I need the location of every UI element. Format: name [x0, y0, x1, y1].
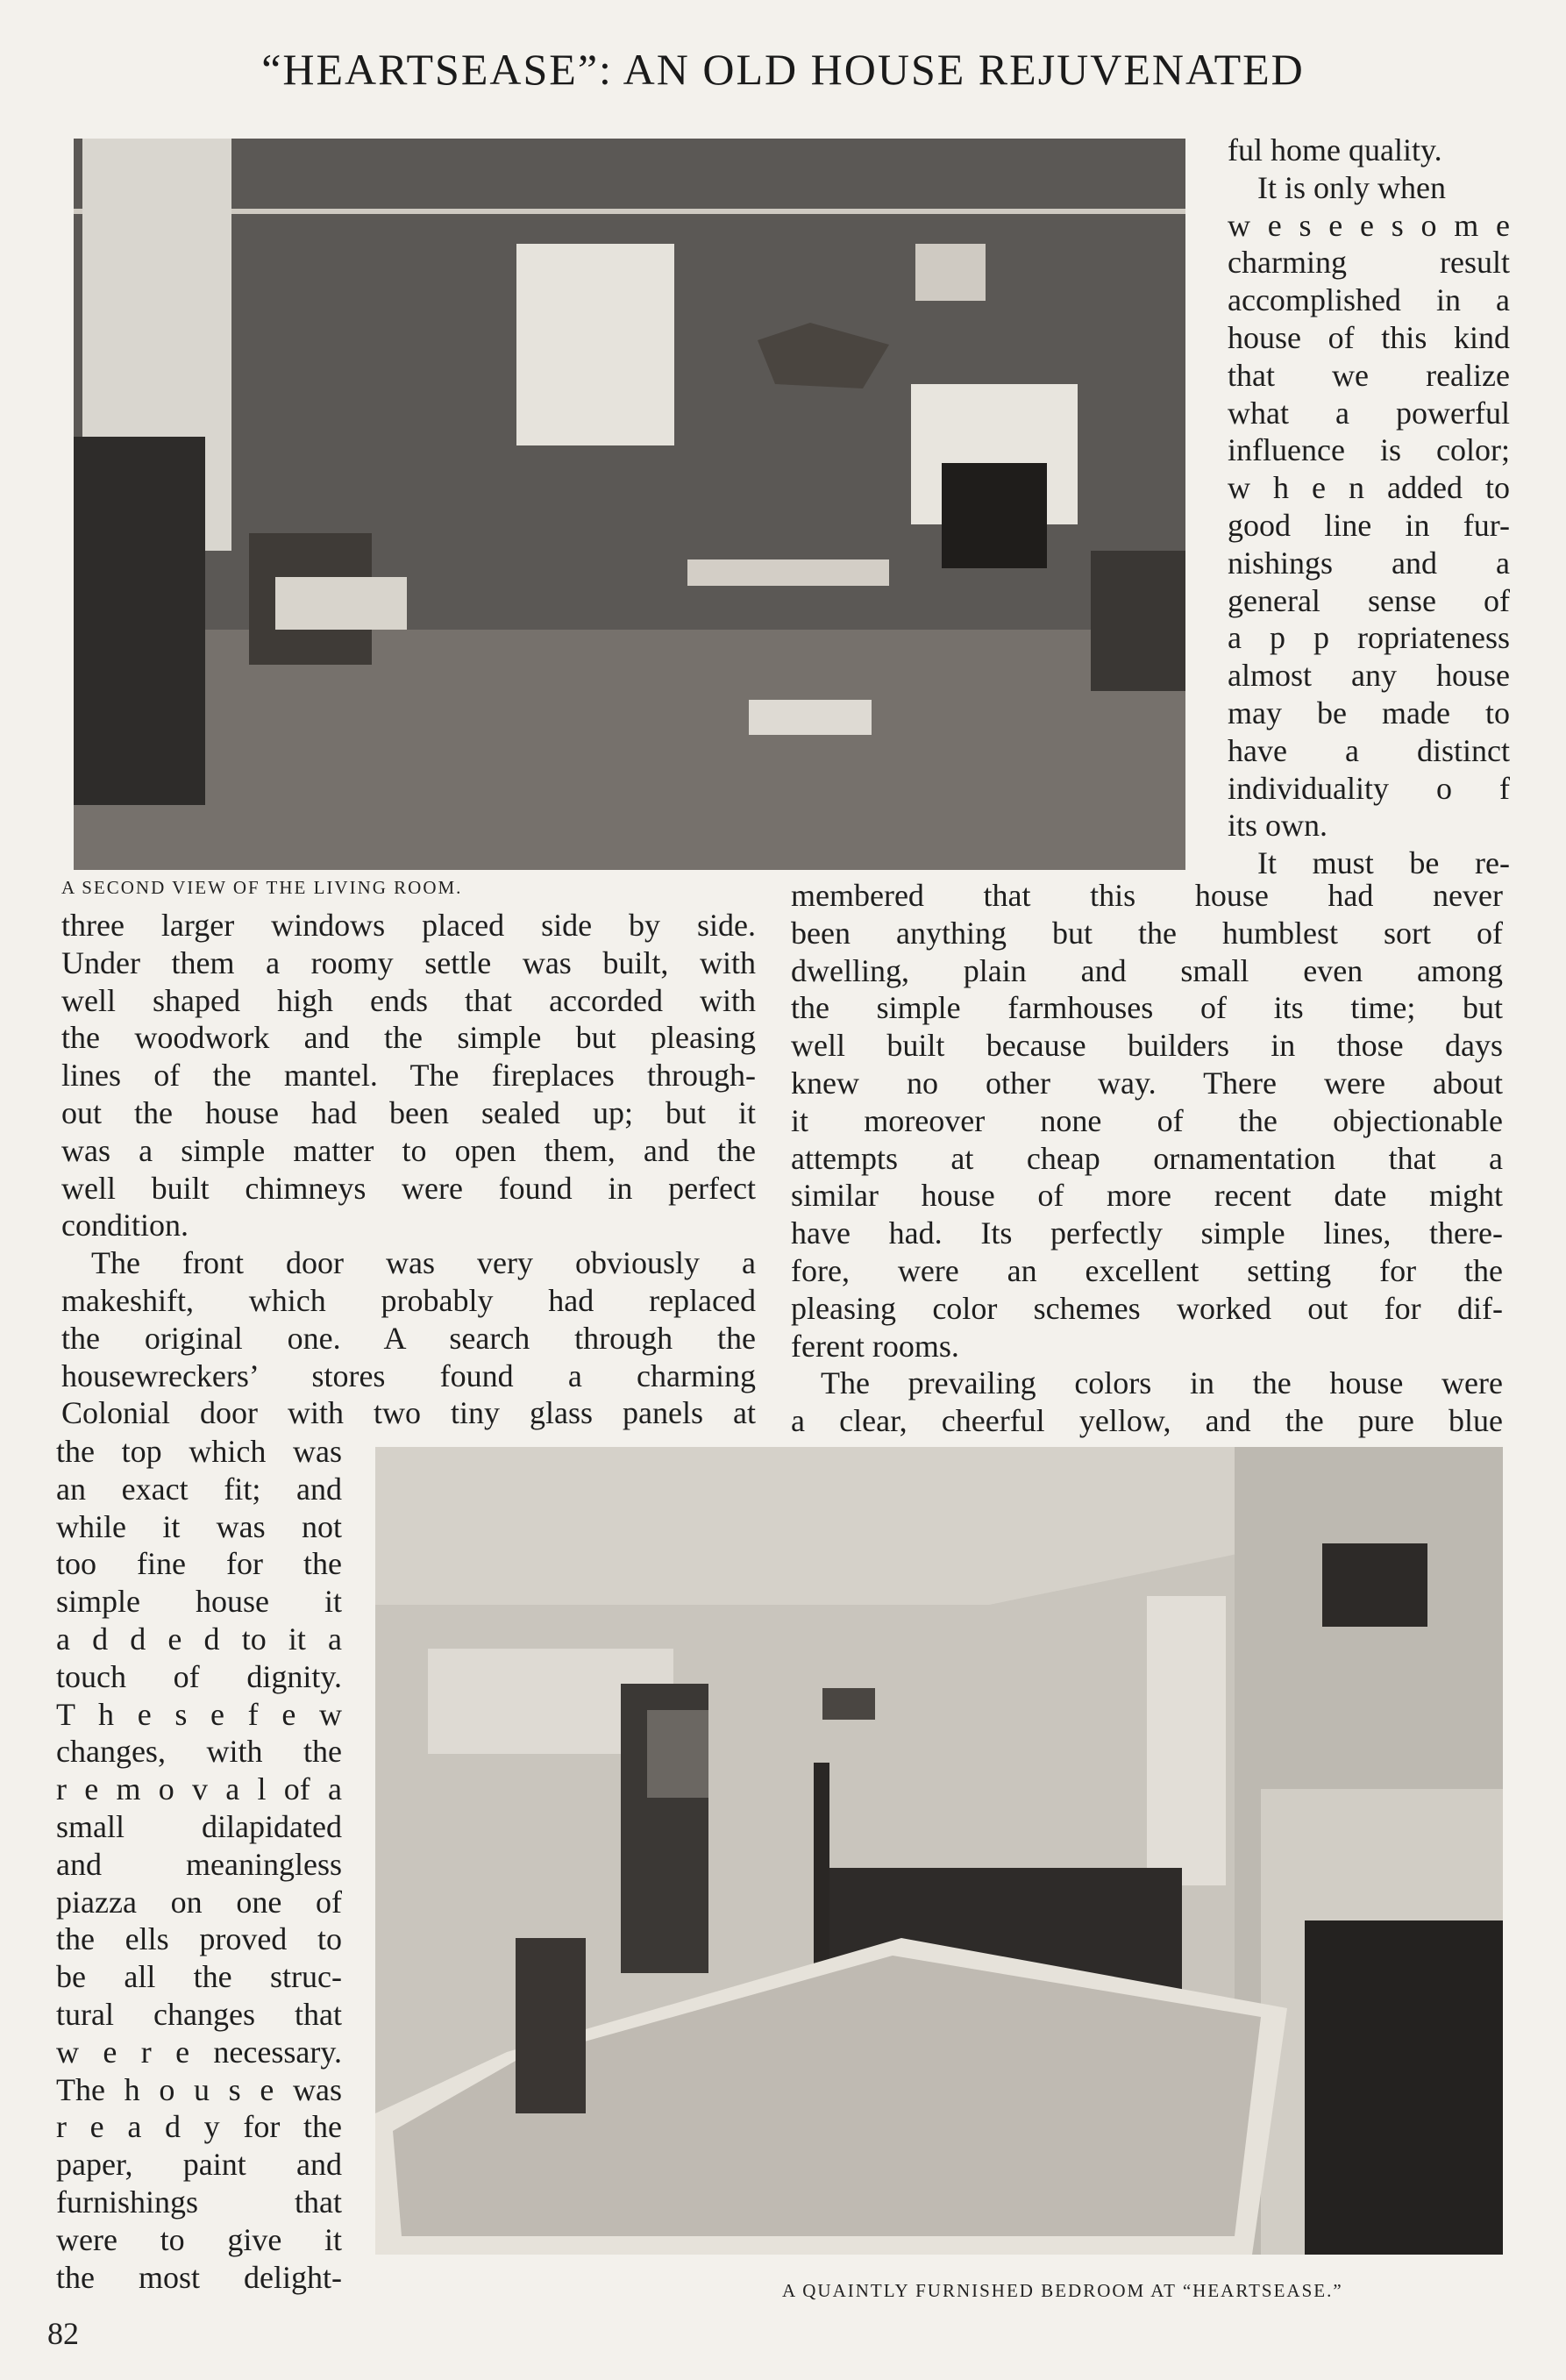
text-line: condition. — [61, 1208, 189, 1243]
text-line: dwelling, plain and small even among — [791, 952, 1503, 988]
text-line: w e s e e s o m e — [1228, 207, 1510, 243]
text-line: the top which was — [56, 1434, 342, 1469]
text-line: knew no other way. There were about — [791, 1065, 1503, 1101]
text-line: touch of dignity. — [56, 1658, 342, 1694]
text-line: were to give it — [56, 2221, 342, 2257]
bedroom-caption: A QUAINTLY FURNISHED BEDROOM AT “HEARTSEASE.” — [782, 2280, 1343, 2301]
text-line: the original one. A search through the — [61, 1320, 756, 1356]
text-line: good line in fur- — [1228, 507, 1510, 543]
text-line: attempts at cheap ornamentation that a — [791, 1140, 1503, 1176]
text-line: have a distinct — [1228, 732, 1510, 768]
text-line: Under them a roomy settle was built, with — [61, 944, 756, 980]
text-line: have had. Its perfectly simple lines, there- — [791, 1215, 1503, 1251]
text-line: r e m o v a l of a — [56, 1771, 342, 1807]
text-line: lines of the mantel. The fireplaces through- — [61, 1058, 756, 1094]
text-line: w e r e necessary. — [56, 2034, 342, 2070]
text-line: the simple farmhouses of its time; but — [791, 990, 1503, 1026]
living-room-caption: A SECOND VIEW OF THE LIVING ROOM. — [61, 877, 463, 898]
page-number: 82 — [47, 2316, 79, 2351]
text-line: paper, paint and — [56, 2147, 342, 2183]
bedroom-photo — [375, 1447, 1503, 2255]
text-line: pleasing color schemes worked out for dif- — [791, 1290, 1503, 1326]
text-line: ferent rooms. — [791, 1328, 959, 1364]
text-line: membered that this house had never — [791, 878, 1503, 913]
text-line: nishings and a — [1228, 545, 1510, 581]
text-line: r e a d y for the — [56, 2109, 342, 2145]
text-line: well built chimneys were found in perfect — [61, 1170, 756, 1206]
text-line: The prevailing colors in the house were — [821, 1365, 1503, 1401]
text-line: charming result — [1228, 245, 1510, 281]
left-column — [61, 907, 756, 1432]
right-narrow-column — [1228, 132, 1510, 882]
text-line: tural changes that — [56, 1996, 342, 2032]
text-line: simple house it — [56, 1584, 342, 1620]
text-line: ful home quality. — [1228, 132, 1442, 167]
text-line: furnishings that — [56, 2184, 342, 2220]
text-line: makeshift, which probably had replaced — [61, 1282, 756, 1318]
text-line: well built because builders in those days — [791, 1028, 1503, 1064]
text-line: w h e n added to — [1228, 470, 1510, 506]
text-line: a p p ropriateness — [1228, 620, 1510, 656]
text-line: fore, were an excellent setting for the — [791, 1252, 1503, 1288]
text-line: it moreover none of the objectionable — [791, 1102, 1503, 1138]
text-line: T h e s e f e w — [56, 1696, 342, 1732]
text-line: It must be re- — [1257, 845, 1510, 881]
text-line: almost any house — [1228, 658, 1510, 694]
text-line: may be made to — [1228, 695, 1510, 730]
text-line: changes, with the — [56, 1734, 342, 1770]
text-line: small dilapidated — [56, 1808, 342, 1844]
text-line: been anything but the humblest sort of — [791, 915, 1503, 951]
text-line: what a powerful — [1228, 395, 1510, 431]
text-line: similar house of more recent date might — [791, 1178, 1503, 1214]
text-line: while it was not — [56, 1508, 342, 1544]
text-line: It is only when — [1257, 169, 1446, 205]
text-line: out the house had been sealed up; but it — [61, 1094, 756, 1130]
text-line: the most delight- — [56, 2259, 342, 2295]
text-line: accomplished in a — [1228, 282, 1510, 318]
text-line: that we realize — [1228, 357, 1510, 393]
text-line: house of this kind — [1228, 319, 1510, 355]
text-line: a d d e d to it a — [56, 1621, 342, 1657]
text-line: piazza on one of — [56, 1884, 342, 1920]
text-line: The h o u s e was — [56, 2071, 342, 2107]
text-line: a clear, cheerful yellow, and the pure blue — [791, 1403, 1503, 1439]
text-line: was a simple matter to open them, and the — [61, 1132, 756, 1168]
text-line: three larger windows placed side by side. — [61, 908, 756, 943]
text-line: well shaped high ends that accorded with — [61, 982, 756, 1018]
text-line: Colonial door with two tiny glass panels at — [61, 1395, 756, 1431]
text-line: general sense of — [1228, 582, 1510, 618]
text-line: housewreckers’ stores found a charming — [61, 1357, 756, 1393]
text-line: influence is color; — [1228, 432, 1510, 468]
living-room-photo — [74, 139, 1185, 870]
text-line: and meaningless — [56, 1846, 342, 1882]
text-line: The front door was very obviously a — [91, 1245, 756, 1281]
right-column — [791, 877, 1503, 1440]
text-line: the woodwork and the simple but pleasing — [61, 1020, 756, 1056]
text-line: be all the struc- — [56, 1959, 342, 1995]
text-line: an exact fit; and — [56, 1471, 342, 1507]
text-line: too fine for the — [56, 1546, 342, 1582]
text-line: individuality o f — [1228, 770, 1510, 806]
text-line: its own. — [1228, 808, 1328, 844]
page-title: “HEARTSEASE”: AN OLD HOUSE REJUVENATED — [261, 45, 1305, 94]
left-narrow-column — [56, 1433, 342, 2296]
text-line: the ells proved to — [56, 1921, 342, 1957]
